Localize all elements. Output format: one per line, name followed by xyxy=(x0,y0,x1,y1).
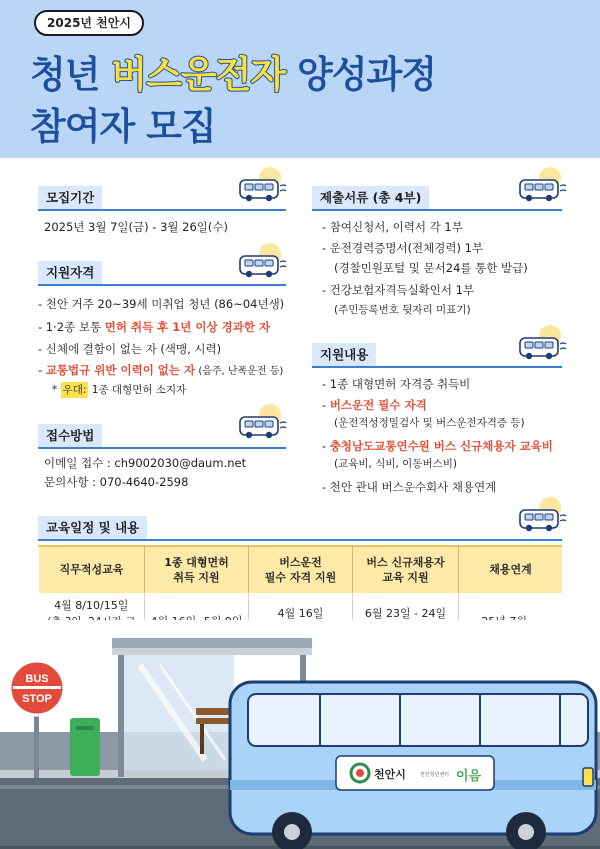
table-header-cell: 직무적성교육 xyxy=(39,546,145,594)
eligibility-item: - 신체에 결함이 없는 자 (색맹, 시력) xyxy=(38,342,222,356)
title-line-2: 참여자 모집 xyxy=(30,105,216,148)
application-email: 이메일 접수 : ch9002030@daum.net xyxy=(44,456,247,470)
bus-stop-sign-line2: STOP xyxy=(22,693,52,705)
table-top-rule xyxy=(38,545,562,547)
table-cell: 4월 16일 xyxy=(249,594,353,650)
bus-icon xyxy=(516,166,568,206)
documents-line: - 운전경력증명서(전체경력) 1부 xyxy=(322,241,484,255)
title-line-1: 청년 버스운전자 양성과정 xyxy=(30,53,436,96)
eligibility-item: - 교통법규 위반 이력이 없는 자 (음주, 난폭운전 등) xyxy=(38,363,284,377)
bus-logo-city: 천안시 xyxy=(374,769,406,781)
bus-icon xyxy=(516,496,568,536)
bus-stop-scene xyxy=(0,620,600,849)
eligibility-item: - 1·2종 보통 면허 취득 후 1년 이상 경과한 자 xyxy=(38,320,271,334)
table-header-row xyxy=(39,546,563,594)
support-line: - 1종 대형면허 자격증 취득비 xyxy=(322,377,471,391)
support-line: - 버스운전 필수 자격 xyxy=(322,398,427,412)
bus-icon xyxy=(236,166,288,206)
documents-line: - 참여신청서, 이력서 각 1부 xyxy=(322,220,463,234)
bus-icon xyxy=(236,403,288,443)
table-header-cell: 버스 신규채용자 교육 지원 xyxy=(353,546,459,594)
support-line: (교육비, 식비, 이동버스비) xyxy=(334,458,457,470)
documents-line: - 건강보험자격득실확인서 1부 xyxy=(322,283,475,297)
table-header-cell: 버스운전 필수 자격 지원 xyxy=(249,546,353,594)
year-badge: 2025년 천안시 xyxy=(34,10,144,36)
section-heading-schedule: 교육일정 및 내용 xyxy=(38,516,562,540)
bus-logo-small: 천안청년센터 xyxy=(420,772,449,778)
application-phone: 문의사항 : 070-4640-2598 xyxy=(44,475,189,489)
table-cell: 6월 23일 - 24일 xyxy=(353,594,459,650)
table-cell: 4월 8/10/15일 xyxy=(39,594,145,650)
section-heading-support: 지원내용 xyxy=(312,343,562,367)
support-line: - 천안 관내 버스운수회사 채용연계 xyxy=(322,480,497,494)
documents-line: (경찰민원포털 및 문서24를 통한 발급) xyxy=(334,261,528,275)
table-header-cell: 1종 대형면허 취득 지원 xyxy=(145,546,249,594)
bus-icon xyxy=(516,324,568,364)
section-heading-period: 모집기간 xyxy=(38,186,286,210)
bus-icon xyxy=(236,242,288,282)
period-text: 2025년 3월 7일(금) - 3월 26일(수) xyxy=(44,220,228,234)
table-header-cell: 채용연계 xyxy=(459,546,563,594)
header-banner xyxy=(0,0,600,158)
eligibility-item: - 천안 거주 20~39세 미취업 청년 (86~04년생) xyxy=(38,297,285,311)
bus-stop-sign-line1: BUS xyxy=(25,673,49,685)
support-line: - 충청남도교통연수원 버스 신규채용자 교육비 xyxy=(322,439,553,453)
section-heading-application: 접수방법 xyxy=(38,424,286,448)
section-heading-documents: 제출서류 (총 4부) xyxy=(312,186,562,210)
preferred-note: * 우대: 1종 대형면허 소지자 xyxy=(52,384,187,396)
documents-line: (주민등록번호 뒷자리 미표기) xyxy=(334,304,471,316)
bus-logo-brand: 이음 xyxy=(456,768,482,783)
section-heading-eligibility: 지원자격 xyxy=(38,261,286,285)
support-line: (운전적성정밀검사 및 버스운전자격증 등) xyxy=(334,417,525,429)
